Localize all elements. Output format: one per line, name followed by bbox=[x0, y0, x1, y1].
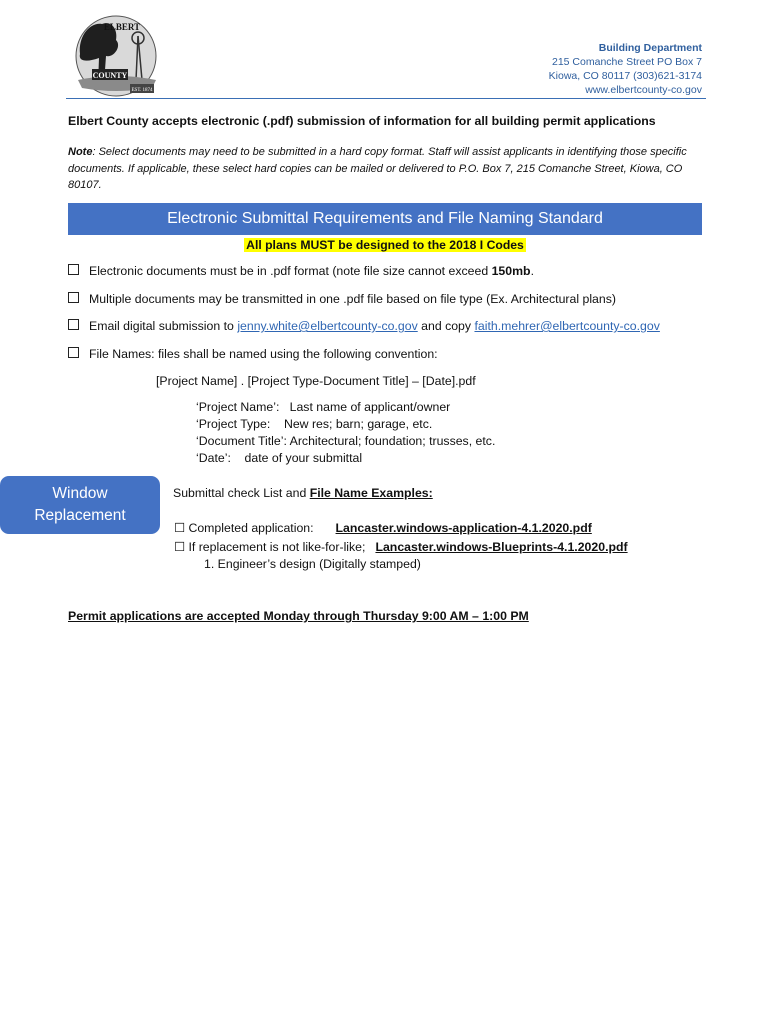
checklist-heading-underlined: File Name Examples: bbox=[309, 486, 433, 500]
department-street: 215 Comanche Street PO Box 7 bbox=[552, 56, 702, 68]
code-requirement-line bbox=[0, 236, 770, 254]
example-filename-blueprints: Lancaster.windows-Blueprints-4.1.2020.pdf bbox=[375, 540, 628, 554]
logo-seal-text: EST. 1874 bbox=[131, 88, 153, 93]
header-divider bbox=[66, 98, 706, 99]
callout-line-1: Window bbox=[52, 485, 108, 502]
requirement-multiple-text: Multiple documents may be transmitted in one .pdf file based on file type (Ex. Architectural plans) bbox=[89, 292, 616, 306]
requirement-pdf-format bbox=[68, 264, 534, 278]
logo-top-text: ELBERT bbox=[103, 22, 141, 32]
logo-banner-text: COUNTY bbox=[92, 71, 128, 80]
requirement-size-limit: 150mb bbox=[491, 264, 531, 278]
definition-project-type: ‘Project Type: New res; barn; garage, etc. bbox=[196, 417, 433, 431]
requirement-pdf-text: Electronic documents must be in .pdf format (note file size cannot exceed bbox=[89, 264, 492, 278]
example-filename-application: Lancaster.windows-application-4.1.2020.pdf bbox=[335, 521, 592, 535]
checklist-item-application bbox=[174, 521, 592, 535]
department-city-phone: Kiowa, CO 80117 (303)621-3174 bbox=[548, 70, 702, 82]
section-banner: Electronic Submittal Requirements and File Naming Standard bbox=[68, 203, 702, 235]
email-link-faith[interactable]: faith.mehrer@elbertcounty-co.gov bbox=[474, 319, 660, 333]
window-replacement-callout bbox=[0, 476, 160, 534]
checklist-item-application-label[interactable]: ☐ Completed application: bbox=[174, 521, 314, 535]
checkbox-icon[interactable] bbox=[68, 264, 79, 275]
checkbox-icon[interactable] bbox=[68, 292, 79, 303]
requirement-email-submission bbox=[68, 319, 660, 333]
checkbox-icon[interactable] bbox=[68, 319, 79, 330]
checklist-heading-text: Submittal check List and bbox=[173, 486, 310, 500]
note-text: : Select documents may need to be submitted in a hard copy format. Staff will assist applicants in identifying those specific documents. If applicable, these select hard copies can be mailed or delivered to P.O. Box 7, 215 Comanche Street, Kiowa, CO 80107. bbox=[68, 146, 687, 191]
checkbox-icon[interactable] bbox=[68, 347, 79, 358]
department-name: Building Department bbox=[598, 42, 702, 54]
requirement-email-mid: and copy bbox=[417, 319, 475, 333]
requirement-multiple-documents bbox=[68, 292, 616, 306]
office-hours-notice: Permit applications are accepted Monday through Thursday 9:00 AM – 1:00 PM bbox=[68, 609, 529, 623]
requirement-email-text: Email digital submission to bbox=[89, 319, 238, 333]
requirement-file-names-text: File Names: files shall be named using the following convention: bbox=[89, 347, 438, 361]
checklist-item-blueprints-label[interactable]: ☐ If replacement is not like-for-like; bbox=[174, 540, 366, 554]
checklist-heading bbox=[173, 486, 433, 500]
requirement-pdf-end: . bbox=[530, 264, 534, 278]
email-link-jenny[interactable]: jenny.white@elbertcounty-co.gov bbox=[237, 319, 418, 333]
file-naming-convention: [Project Name] . [Project Type-Document Title] – [Date].pdf bbox=[156, 374, 476, 388]
county-logo bbox=[72, 14, 160, 98]
department-website[interactable]: www.elbertcounty-co.gov bbox=[585, 84, 702, 96]
definition-project-name: ‘Project Name’: Last name of applicant/owner bbox=[196, 400, 451, 414]
callout-line-2: Replacement bbox=[34, 507, 126, 524]
definition-date: ‘Date’: date of your submittal bbox=[196, 451, 363, 465]
checklist-item-blueprints bbox=[174, 540, 628, 554]
code-requirement-highlight: All plans MUST be designed to the 2018 I Codes bbox=[246, 238, 524, 252]
checklist-sub-item-engineer: 1. Engineer’s design (Digitally stamped) bbox=[204, 557, 421, 571]
note-label: Note bbox=[68, 146, 93, 158]
note-paragraph bbox=[68, 144, 700, 194]
requirement-file-names bbox=[68, 347, 438, 361]
intro-statement: Elbert County accepts electronic (.pdf) submission of information for all building permit applications bbox=[68, 114, 656, 128]
definition-document-title: ‘Document Title’: Architectural; foundation; trusses, etc. bbox=[196, 434, 496, 448]
